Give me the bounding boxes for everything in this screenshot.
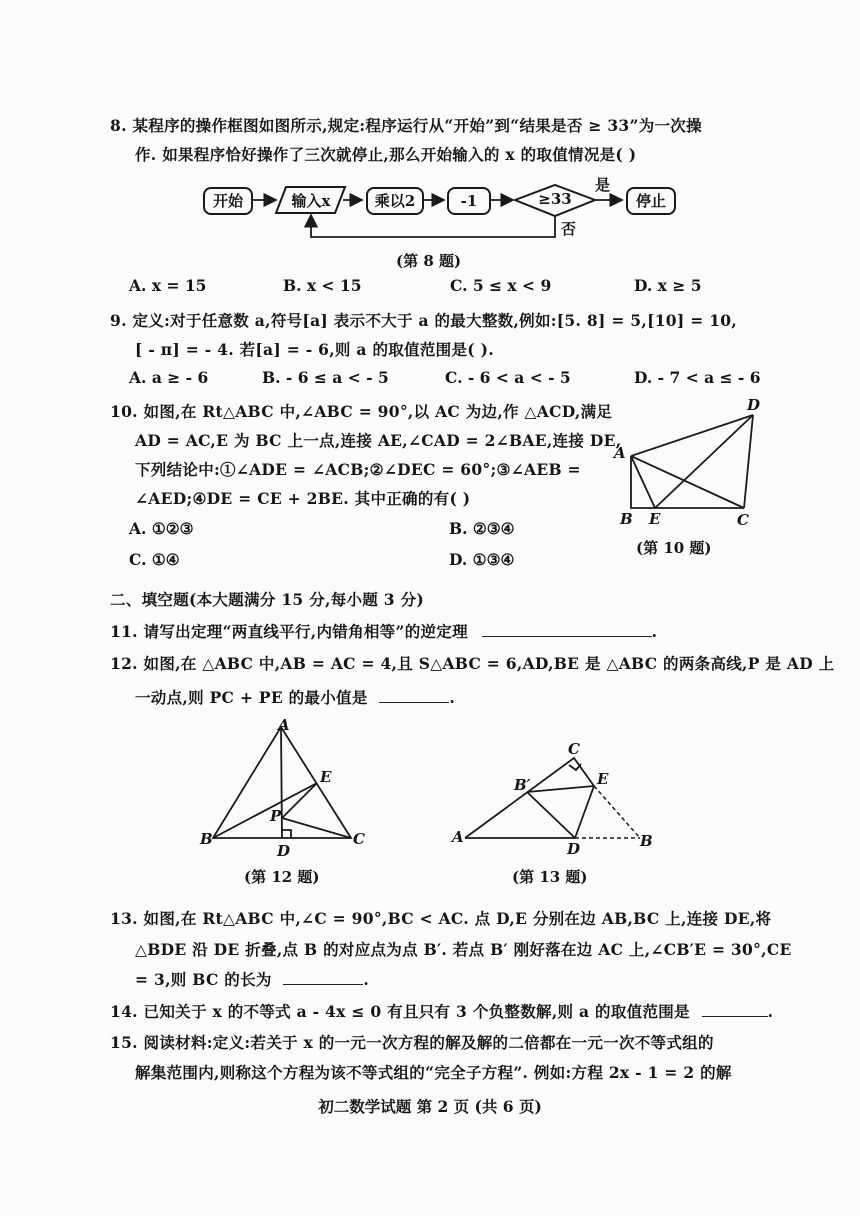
q8-option-c: C. 5 ≤ x < 9 bbox=[450, 276, 552, 295]
q9-option-a: A. a ≥ - 6 bbox=[129, 368, 209, 387]
q10-label-a: A bbox=[614, 444, 626, 462]
q13-text: = 3,则 BC 的长为 bbox=[135, 970, 272, 989]
q12-line1: 12. 如图,在 △ABC 中,AB = AC = 4,且 S△ABC = 6,AD,BE 是 △ABC 的两条高线,P 是 AD 上 bbox=[110, 654, 835, 673]
q10-option-a: A. ①②③ bbox=[129, 519, 194, 538]
q9-line1: 9. 定义:对于任意数 a,符号[a] 表示不大于 a 的最大整数,例如:[5. 8] = 5,[10] = 10, bbox=[110, 311, 738, 330]
q13-label-b: B bbox=[640, 832, 653, 850]
q8-option-d: D. x ≥ 5 bbox=[634, 276, 702, 295]
q12-label-a: A bbox=[278, 716, 290, 734]
q13-answer-blank[interactable] bbox=[283, 970, 363, 985]
flow-yes-label: 是 bbox=[595, 176, 611, 194]
q13-label-d: D bbox=[567, 840, 581, 858]
q14-end: . bbox=[767, 1002, 774, 1021]
q9-line2: [ - π] = - 4. 若[a] = - 6,则 a 的取值范围是( ). bbox=[135, 340, 494, 359]
q11-end: . bbox=[651, 622, 658, 641]
flow-multiply-box: 乘以2 bbox=[366, 187, 424, 215]
q10-option-c: C. ①④ bbox=[129, 550, 180, 569]
q8-option-a: A. x = 15 bbox=[129, 276, 207, 295]
q8-caption: (第 8 题) bbox=[396, 252, 462, 270]
q9-option-c: C. - 6 < a < - 5 bbox=[445, 368, 571, 387]
q9-option-b: B. - 6 ≤ a < - 5 bbox=[262, 368, 389, 387]
q12-label-d: D bbox=[277, 842, 291, 860]
q11-text: 11. 请写出定理“两直线平行,内错角相等”的逆定理 bbox=[110, 622, 468, 641]
q12-text: 一动点,则 PC + PE 的最小值是 bbox=[135, 688, 368, 707]
q15-line2: 解集范围内,则称这个方程为该不等式组的“完全子方程”. 例如:方程 2x - 1 = 2 的解 bbox=[135, 1063, 732, 1082]
q14-line bbox=[110, 1000, 773, 1022]
q10-line1: 10. 如图,在 Rt△ABC 中,∠ABC = 90°,以 AC 为边,作 △ACD,满足 bbox=[110, 402, 613, 421]
q14-answer-blank[interactable] bbox=[702, 1002, 768, 1017]
q12-label-c: C bbox=[353, 830, 365, 848]
q12-caption: (第 12 题) bbox=[244, 868, 320, 886]
q13-label-c: C bbox=[568, 740, 580, 758]
flow-stop-box: 停止 bbox=[626, 187, 676, 215]
q12-label-e: E bbox=[320, 768, 332, 786]
q10-line3: 下列结论中:①∠ADE = ∠ACB;②∠DEC = 60°;③∠AEB = bbox=[135, 460, 581, 479]
flow-input-label: 输入x bbox=[291, 192, 331, 210]
q13-label-e: E bbox=[597, 770, 609, 788]
q13-line3 bbox=[135, 968, 369, 990]
q10-label-c: C bbox=[737, 511, 749, 529]
q10-caption: (第 10 题) bbox=[636, 539, 712, 557]
q8-line1: 8. 某程序的操作框图如图所示,规定:程序运行从“开始”到“结果是否 ≥ 33”为一次操 bbox=[110, 116, 702, 135]
q13-end: . bbox=[363, 970, 370, 989]
q13-label-bprime: B′ bbox=[514, 776, 531, 794]
flow-no-label: 否 bbox=[561, 220, 577, 238]
q10-option-d: D. ①③④ bbox=[449, 550, 515, 569]
q10-label-b: B bbox=[620, 510, 633, 528]
q13-caption: (第 13 题) bbox=[512, 868, 588, 886]
flow-minus-box: -1 bbox=[447, 187, 491, 215]
q13-label-a: A bbox=[452, 828, 464, 846]
q13-line2: △BDE 沿 DE 折叠,点 B 的对应点为点 B′. 若点 B′ 刚好落在边 AC 上,∠CB′E = 30°,CE bbox=[135, 940, 792, 959]
q12-label-p: P bbox=[270, 807, 282, 825]
q10-label-d: D bbox=[747, 396, 761, 414]
q12-label-b: B bbox=[200, 830, 213, 848]
q9-option-d: D. - 7 < a ≤ - 6 bbox=[634, 368, 761, 387]
flow-condition-label: ≥33 bbox=[538, 190, 572, 208]
q10-line4: ∠AED;④DE = CE + 2BE. 其中正确的有( ) bbox=[135, 489, 471, 508]
q10-option-b: B. ②③④ bbox=[449, 519, 515, 538]
q10-line2: AD = AC,E 为 BC 上一点,连接 AE,∠CAD = 2∠BAE,连接 DE, bbox=[135, 431, 622, 450]
q10-label-e: E bbox=[649, 510, 661, 528]
q8-option-b: B. x < 15 bbox=[283, 276, 362, 295]
flow-start-box: 开始 bbox=[203, 187, 253, 215]
section-2-title: 二、填空题(本大题满分 15 分,每小题 3 分) bbox=[110, 590, 425, 609]
q8-line2: 作. 如果程序恰好操作了三次就停止,那么开始输入的 x 的取值情况是( ) bbox=[135, 145, 637, 164]
q13-line1: 13. 如图,在 Rt△ABC 中,∠C = 90°,BC < AC. 点 D,E 分别在边 AB,BC 上,连接 DE,将 bbox=[110, 909, 772, 928]
q15-line1: 15. 阅读材料:定义:若关于 x 的一元一次方程的解及解的二倍都在一元一次不等式组的 bbox=[110, 1033, 714, 1052]
q14-text: 14. 已知关于 x 的不等式 a - 4x ≤ 0 有且只有 3 个负整数解,则 a 的取值范围是 bbox=[110, 1002, 690, 1021]
q12-end: . bbox=[449, 688, 456, 707]
page-footer: 初二数学试题 第 2 页 (共 6 页) bbox=[318, 1097, 542, 1116]
